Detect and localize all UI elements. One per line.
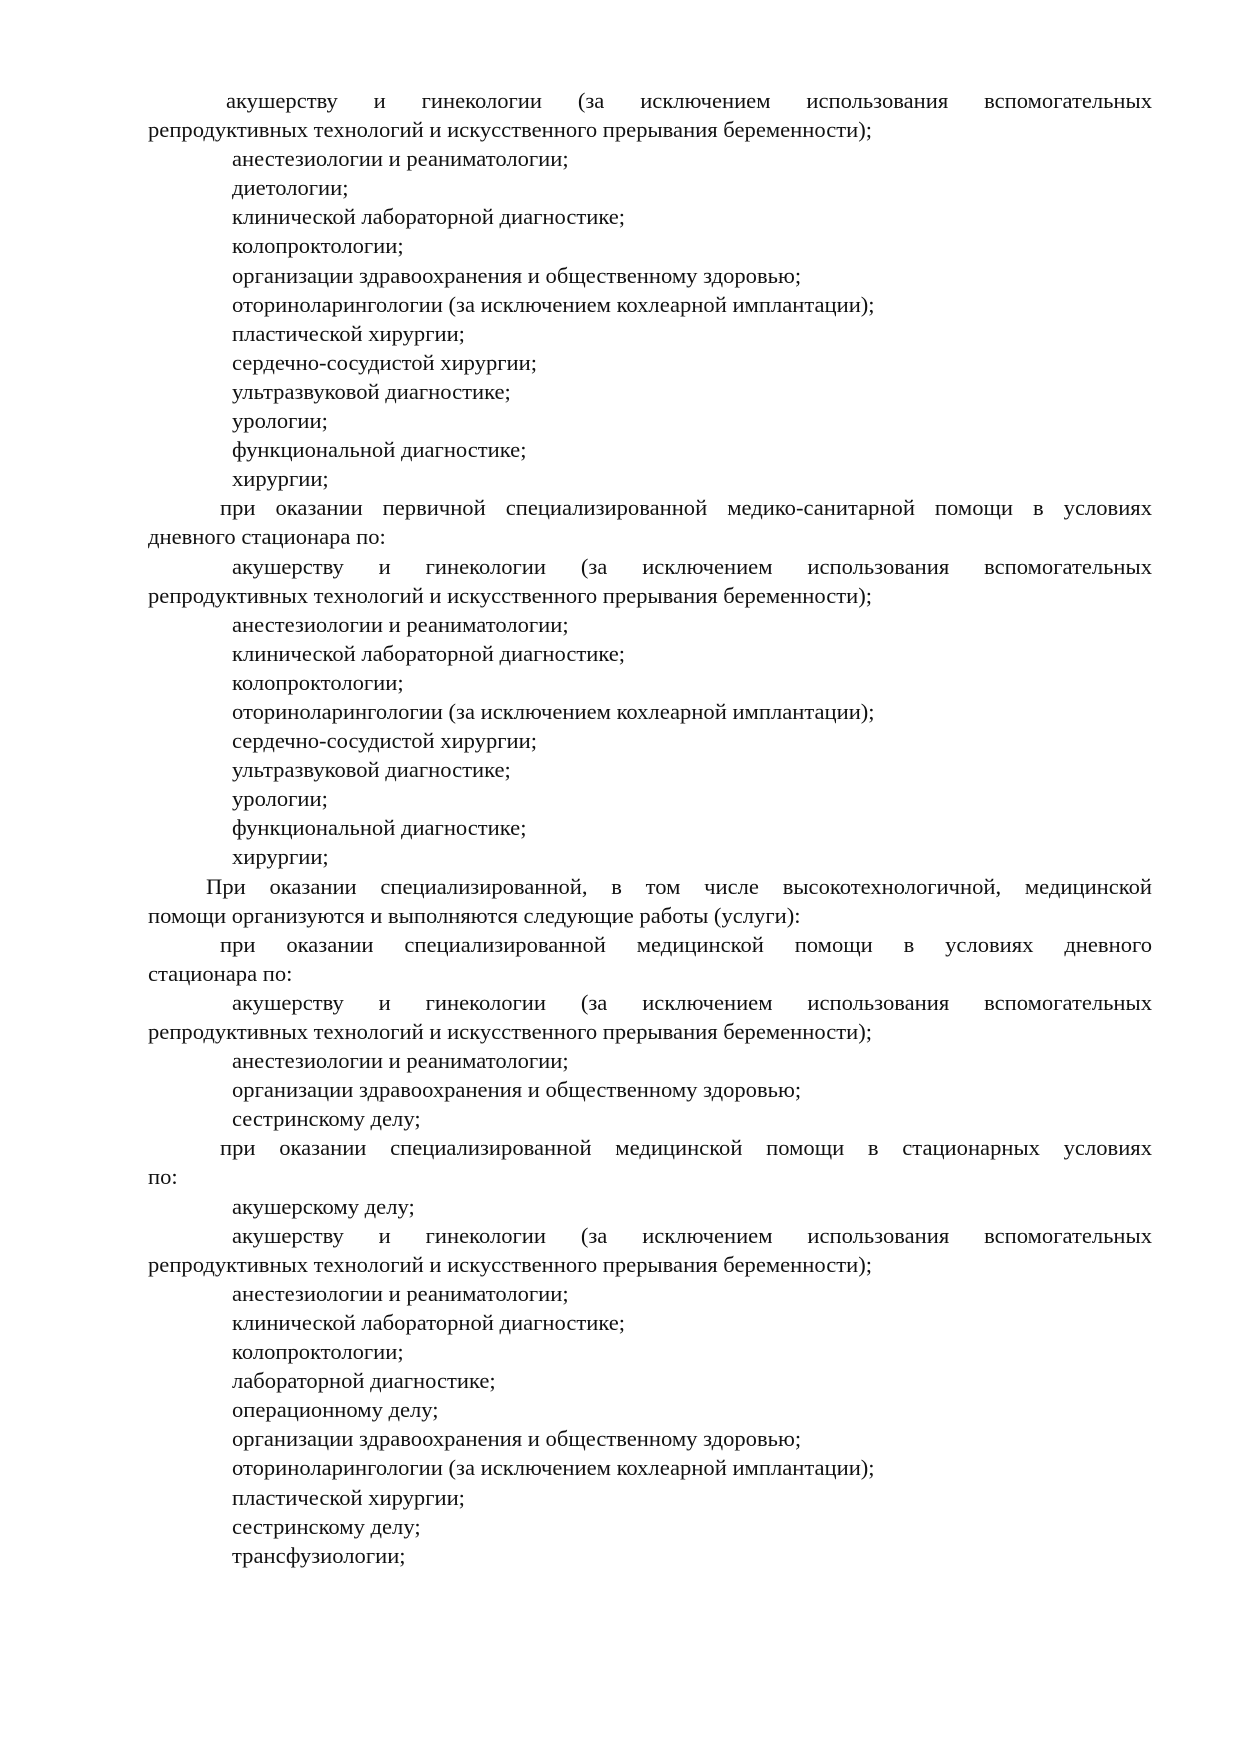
list-item: анестезиологии и реаниматологии; xyxy=(232,1280,569,1306)
paragraph-line: при оказании первичной специализированной медико-санитарной помощи в условиях xyxy=(220,495,1152,521)
list-item: хирургии; xyxy=(232,466,329,492)
list-item: пластической хирургии; xyxy=(232,1484,465,1510)
continuation-line: репродуктивных технологий и искусственного прерывания беременности); xyxy=(148,1019,873,1044)
list-item: сестринскому делу; xyxy=(232,1106,421,1132)
list-item: оториноларингологии (за исключением кохлеарной имплантации); xyxy=(232,291,875,317)
list-item: анестезиологии и реаниматологии; xyxy=(232,1048,569,1074)
list-item: сестринскому делу; xyxy=(232,1513,421,1539)
continuation-line: репродуктивных технологий и искусственного прерывания беременности); xyxy=(148,1251,873,1277)
continuation-line: репродуктивных технологий и искусственного прерывания беременности); xyxy=(148,117,873,143)
paragraph-line: акушерству и гинекологии (за исключением использования вспомогательных xyxy=(232,553,1152,579)
continuation-line: стационара по: xyxy=(148,960,293,986)
list-item: анестезиологии и реаниматологии; xyxy=(232,146,569,172)
list-item: ультразвуковой диагностике; xyxy=(232,757,511,783)
list-item: клинической лабораторной диагностике; xyxy=(232,204,626,230)
list-item: оториноларингологии (за исключением кохлеарной имплантации); xyxy=(232,1455,875,1481)
list-item: операционному делу; xyxy=(232,1397,439,1423)
document-page xyxy=(148,86,1152,1570)
list-item: трансфузиологии; xyxy=(232,1542,406,1568)
list-item: анестезиологии и реаниматологии; xyxy=(232,611,569,637)
continuation-line: помощи организуются и выполняются следующие работы (услуги): xyxy=(148,902,801,928)
list-item: клинической лабораторной диагностике; xyxy=(232,640,626,666)
continuation-line: репродуктивных технологий и искусственного прерывания беременности); xyxy=(148,582,873,608)
paragraph-line: акушерству и гинекологии (за исключением использования вспомогательных xyxy=(232,1222,1152,1248)
paragraph-line: При оказании специализированной, в том числе высокотехнологичной, медицинской xyxy=(206,873,1152,899)
list-item: лабораторной диагностике; xyxy=(232,1368,496,1394)
paragraph-line: при оказании специализированной медицинской помощи в стационарных условиях xyxy=(220,1135,1152,1161)
paragraph-line: акушерству и гинекологии (за исключением использования вспомогательных xyxy=(232,989,1152,1015)
list-item: функциональной диагностике; xyxy=(232,437,527,463)
list-item: урологии; xyxy=(232,408,328,434)
list-item: сердечно-сосудистой хирургии; xyxy=(232,728,537,754)
list-item: ультразвуковой диагностике; xyxy=(232,378,511,404)
list-item: функциональной диагностике; xyxy=(232,815,527,841)
list-item: колопроктологии; xyxy=(232,669,404,695)
continuation-line: дневного стационара по: xyxy=(148,524,386,550)
list-item: колопроктологии; xyxy=(232,1339,404,1365)
list-item: пластической хирургии; xyxy=(232,320,465,346)
list-item: урологии; xyxy=(232,786,328,812)
list-item: хирургии; xyxy=(232,844,329,870)
list-item: диетологии; xyxy=(232,175,349,201)
list-item: клинической лабораторной диагностике; xyxy=(232,1309,626,1335)
list-item: оториноларингологии (за исключением кохлеарной имплантации); xyxy=(232,698,875,724)
list-item: колопроктологии; xyxy=(232,233,404,259)
continuation-line: по: xyxy=(148,1164,178,1190)
list-item: организации здравоохранения и общественному здоровью; xyxy=(232,1426,802,1452)
list-item: организации здравоохранения и общественному здоровью; xyxy=(232,262,802,288)
paragraph-line: акушерству и гинекологии (за исключением использования вспомогательных xyxy=(226,88,1152,113)
paragraph-line: при оказании специализированной медицинской помощи в условиях дневного xyxy=(220,931,1152,957)
list-item: организации здравоохранения и общественному здоровью; xyxy=(232,1077,802,1103)
list-item: сердечно-сосудистой хирургии; xyxy=(232,349,537,375)
list-item: акушерскому делу; xyxy=(232,1193,415,1219)
